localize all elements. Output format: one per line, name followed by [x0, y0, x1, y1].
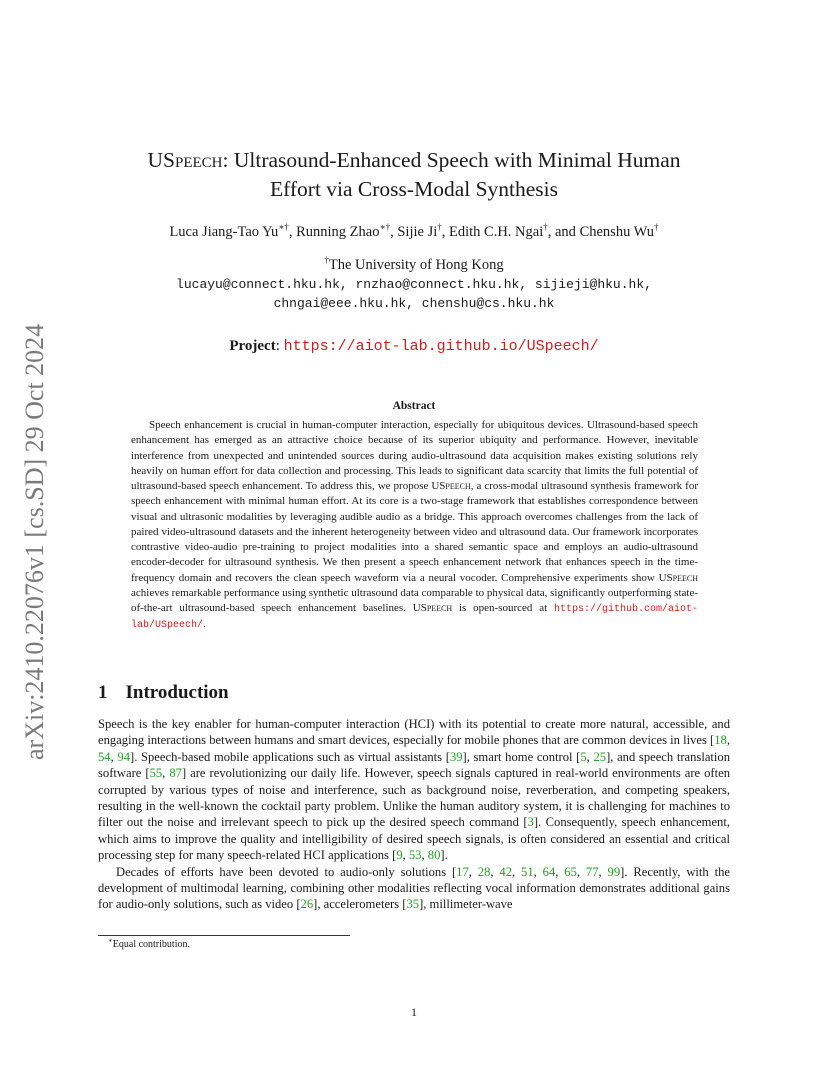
paper-title [98, 146, 730, 204]
paragraph-text: , [402, 848, 409, 863]
paragraph-text: , [490, 864, 500, 879]
affiliation [98, 255, 730, 275]
author-2 [397, 224, 449, 240]
introduction-body [98, 716, 730, 913]
author-mark: ∗† [278, 222, 289, 233]
abstract-text: . [203, 618, 206, 631]
author-0 [169, 224, 296, 240]
paragraph-text: , [162, 766, 170, 781]
paragraph-text: , [533, 864, 543, 879]
abstract-system-name: USpeech [412, 602, 453, 614]
github-link[interactable]: https://github.com/aiot-lab/USpeech/ [131, 604, 699, 632]
author-mark: † [437, 222, 442, 233]
paragraph-text: , [726, 733, 730, 748]
author-emails [98, 275, 730, 313]
author-3 [449, 224, 580, 240]
paragraph-text: , [421, 848, 428, 863]
paragraph-text: Speech is the key enabler for human-computer interaction (HCI) with its potential to create more natural, accessible, and engaging interactions between humans and smart devices, especially for mobile phones that are common devices in lives [ [98, 717, 730, 748]
author-sep: , and [547, 224, 580, 240]
page-number: 1 [411, 1005, 417, 1019]
citation-link[interactable]: 3 [527, 815, 534, 830]
author-name: Running Zhao [296, 224, 380, 240]
citation-link[interactable]: 64 [542, 864, 556, 879]
citation-link[interactable]: 51 [521, 864, 534, 879]
author-4 [580, 224, 659, 240]
paragraph-text: , [576, 864, 586, 879]
citation-link[interactable]: 18 [714, 733, 727, 748]
author-name: Sijie Ji [397, 224, 438, 240]
affiliation-name: The University of Hong Kong [328, 257, 504, 273]
citation-link[interactable]: 42 [499, 864, 513, 879]
affiliation-mark: † [324, 255, 329, 266]
footnote-mark: ∗ [108, 936, 113, 945]
project-line [98, 336, 730, 357]
citation-link[interactable]: 99 [607, 864, 621, 879]
author-1 [296, 224, 397, 240]
citation-link[interactable]: 65 [564, 864, 577, 879]
project-label: Project [229, 338, 276, 354]
abstract-heading: Abstract [392, 400, 436, 412]
citation-link[interactable]: 77 [585, 864, 599, 879]
paragraph-text: ] are revolutionizing our daily life. However, speech signals captured in real-world environments are often corrupted by various types of noise and interference, such as background noise, reverberation, and competing speakers, resulting in the well-known the cocktail party problem. Unlike the human auditory system, it is challenging for machines to filter out the noise and irrelevant speech to pick up the desired speech command [ [98, 766, 731, 830]
abstract-system-name: USpeech [431, 480, 471, 492]
abstract-text: is open-sourced at [452, 602, 554, 614]
citation-link[interactable]: 39 [449, 749, 463, 764]
paragraph-text: , [586, 749, 594, 764]
section-title: Introduction [125, 682, 229, 703]
author-mark: † [543, 222, 548, 233]
citation-link[interactable]: 87 [169, 766, 182, 781]
abstract-text: Speech enhancement is crucial in human-computer interaction, especially for ubiquitous devices. Ultrasound-based speech enhancement has emerged as an attractive choice because of its superior ubiquity and performance. However, inevitable interference from unexpected and unintended sources during audio-ultrasound data acquisition makes existing solutions rely heavily on human effort for data collection and processing. This leads to significant data scarcity that limits the full potential of ultrasound-based speech enhancement. To address this, we propose [131, 419, 698, 492]
citation-link[interactable]: 55 [149, 766, 163, 781]
citation-link[interactable]: 53 [408, 848, 422, 863]
citation-link[interactable]: 80 [427, 848, 441, 863]
paragraph-text: ], accelerometers [ [313, 897, 407, 912]
author-name: Edith C.H. Ngai [449, 224, 544, 240]
paragraph-text: ]. Recently, with the development of multimodal learning, combining other modalities reflecting vocal information demonstrates additional gains for audio-only solutions, such as video [ [98, 864, 730, 912]
citation-link[interactable]: 26 [300, 897, 314, 912]
paragraph-text: Decades of efforts have been devoted to audio-only solutions [ [116, 864, 457, 879]
paragraph-text: , [555, 864, 565, 879]
author-name: Luca Jiang-Tao Yu [169, 224, 279, 240]
paragraph-text: , [468, 864, 478, 879]
footnote-text: Equal contribution. [112, 939, 190, 950]
arxiv-watermark: arXiv:2410.22076v1 [cs.SD] 29 Oct 2024 [20, 323, 49, 760]
citation-link[interactable]: 54 [98, 749, 111, 764]
paragraph-text: ]. Speech-based mobile applications such as virtual assistants [ [130, 749, 450, 764]
paragraph-text: , [598, 864, 608, 879]
citation-link[interactable]: 25 [593, 749, 607, 764]
title-line2: Effort via Cross-Modal Synthesis [269, 177, 559, 201]
paragraph-text: ]. Consequently, speech enhancement, which aims to improve the quality and intelligibility of desired speech signals, is often considered an essential and critical processing step for many speech-related HCI applications [ [98, 815, 730, 863]
title-line1: : Ultrasound-Enhanced Speech with Minimal Human [222, 148, 681, 172]
footnote-rule [98, 935, 350, 936]
paragraph-text: ]. [440, 848, 448, 863]
author-mark: † [654, 222, 659, 233]
section-number: 1 [98, 682, 108, 703]
citation-link[interactable]: 9 [396, 848, 403, 863]
project-link[interactable]: https://aiot-lab.github.io/USpeech/ [283, 338, 599, 355]
project-sep: : [275, 338, 284, 354]
author-list [98, 222, 730, 242]
abstract-text: , a cross-modal ultrasound synthesis framework for speech enhancement with minimal human effort. At its core is a two-stage framework that establishes correspondence between visual and ultrasonic modalities by leveraging audible audio as a bridge. This approach overcomes challenges from the lack of paired video-ultrasound datasets and the inherent heterogeneity between video and ultrasound data. Our framework incorporates contrastive video-audio pre-training to project modalities into a shared semantic space and employs an audio-ultrasound encoder-decoder for ultrasound synthesis. We then present a speech enhancement network that enhances speech in the time-frequency domain and recovers the clean speech waveform via a neural vocoder. Comprehensive experiments show [131, 480, 698, 584]
citation-link[interactable]: 94 [117, 749, 130, 764]
author-mark: ∗† [379, 222, 391, 233]
intro-paragraph-2 [98, 864, 730, 913]
paragraph-text: , [512, 864, 522, 879]
abstract-text: achieves remarkable performance using synthetic ultrasound data comparable to physical data, significantly outperforming state-of-the-art ultrasound-based speech enhancement baselines. [131, 586, 698, 614]
author-sep: , [288, 224, 297, 240]
title-system-name: USpeech [147, 148, 223, 172]
emails-line2: chngai@eee.hku.hk, chenshu@cs.hku.hk [273, 296, 555, 311]
author-sep: , [441, 224, 449, 240]
paragraph-text: ], and speech translation software [ [98, 749, 730, 781]
citation-link[interactable]: 28 [477, 864, 491, 879]
citation-link[interactable]: 35 [406, 897, 420, 912]
intro-paragraph-1 [98, 716, 730, 864]
footnote [108, 936, 190, 950]
section-heading [98, 682, 229, 704]
citation-link[interactable]: 5 [580, 749, 587, 764]
author-name: Chenshu Wu [579, 224, 655, 240]
paragraph-text: , [110, 749, 118, 764]
paragraph-text: ], millimeter-wave [419, 897, 513, 912]
paragraph-text: ], smart home control [ [462, 749, 581, 764]
abstract-body [131, 418, 698, 634]
author-sep: , [390, 224, 398, 240]
abstract-system-name: USpeech [658, 571, 698, 584]
citation-link[interactable]: 17 [456, 864, 469, 879]
emails-line1: lucayu@connect.hku.hk, rnzhao@connect.hku.hk, sijieji@hku.hk, [176, 277, 652, 292]
